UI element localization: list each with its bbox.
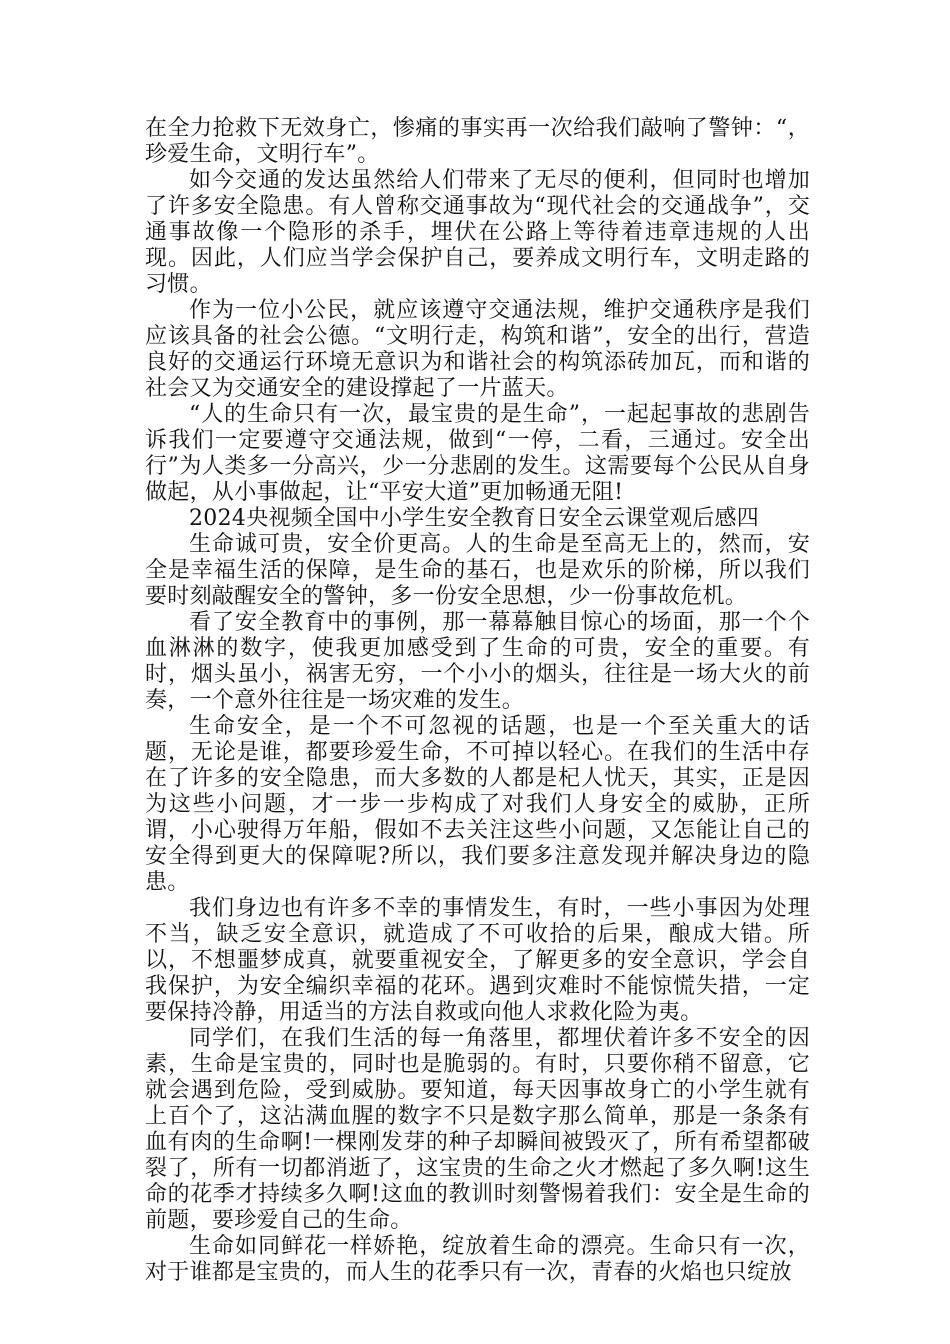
paragraph: 如今交通的发达虽然给人们带来了无尽的便利，但同时也增加了许多安全隐患。有人曾称交通事故为“现代社会的交通战争”，交通事故像一个隐形的杀手，埋伏在公路上等待着违章违规的人出现。因此，人们应当学会保护自己，要养成文明行车，文明走路的习惯。: [145, 168, 810, 297]
paragraph: 我们身边也有许多不幸的事情发生，有时，一些小事因为处理不当，缺乏安全意识，就造成了不可收拾的后果，酿成大错。所以，不想噩梦成真，就要重视安全，了解更多的安全意识，学会自我保护，为安全编织幸福的花环。遇到灾难时不能惊慌失措，一定要保持冷静，用适当的方法自救或向他人求救化险为夷。: [145, 896, 810, 1025]
paragraph: 在全力抢救下无效身亡，惨痛的事实再一次给我们敲响了警钟：“，珍爱生命，文明行车”。: [145, 116, 810, 167]
section-heading: 2024央视频全国中小学生安全教育日安全云课堂观后感四: [189, 506, 760, 531]
paragraph: 同学们，在我们生活的每一角落里，都埋伏着许多不安全的因素，生命是宝贵的，同时也是脆弱的。有时，只要你稍不留意，它就会遇到危险，受到威胁。要知道，每天因事故身亡的小学生就有上百个了，这沾满血腥的数字不只是数字那么简单，那是一条条有血有肉的生命啊!一棵刚发芽的种子却瞬间被毁灭了，所有希望都破裂了，所有一切都消逝了，这宝贵的生命之火才燃起了多久啊!这生命的花季才持续多久啊!这血的教训时刻警惕着我们：安全是生命的前题，要珍爱自己的生命。: [145, 1026, 810, 1233]
document-page: [145, 116, 810, 1286]
paragraph: 生命安全，是一个不可忽视的话题，也是一个至关重大的话题，无论是谁，都要珍爱生命，不可掉以轻心。在我们的生活中存在了许多的安全隐患，而大多数的人都是杞人忧天，其实，正是因为这些小问题，才一步一步构成了对我们人身安全的威胁，正所谓，小心驶得万年船，假如不去关注这些小问题，又怎能让自己的安全得到更大的保障呢?所以，我们要多注意发现并解决身边的隐患。: [145, 714, 810, 895]
paragraph: 作为一位小公民，就应该遵守交通法规，维护交通秩序是我们应该具备的社会公德。“文明行走，构筑和谐”，安全的出行，营造良好的交通运行环境无意识为和谐社会的构筑添砖加瓦，而和谐的社会又为交通安全的建设撑起了一片蓝天。: [145, 298, 810, 401]
paragraph: 生命诚可贵，安全价更高。人的生命是至高无上的，然而，安全是幸福生活的保障，是生命的基石，也是欢乐的阶梯，所以我们要时刻敲醒安全的警钟，多一份安全思想，少一份事故危机。: [145, 532, 810, 609]
paragraph: 看了安全教育中的事例，那一幕幕触目惊心的场面，那一个个血淋淋的数字，使我更加感受到了生命的可贵，安全的重要。有时，烟头虽小，祸害无穷，一个小小的烟头，往往是一场大火的前奏，一个意外往往是一场灾难的发生。: [145, 610, 810, 713]
paragraph: “人的生命只有一次，最宝贵的是生命”，一起起事故的悲剧告诉我们一定要遵守交通法规，做到“一停，二看，三通过。安全出行”为人类多一分高兴，少一分悲剧的发生。这需要每个公民从自身做起，从小事做起，让“平安大道”更加畅通无阻!: [145, 402, 810, 505]
paragraph: 生命如同鲜花一样娇艳，绽放着生命的漂亮。生命只有一次，对于谁都是宝贵的，而人生的花季只有一次，青春的火焰也只绽放: [145, 1234, 810, 1285]
